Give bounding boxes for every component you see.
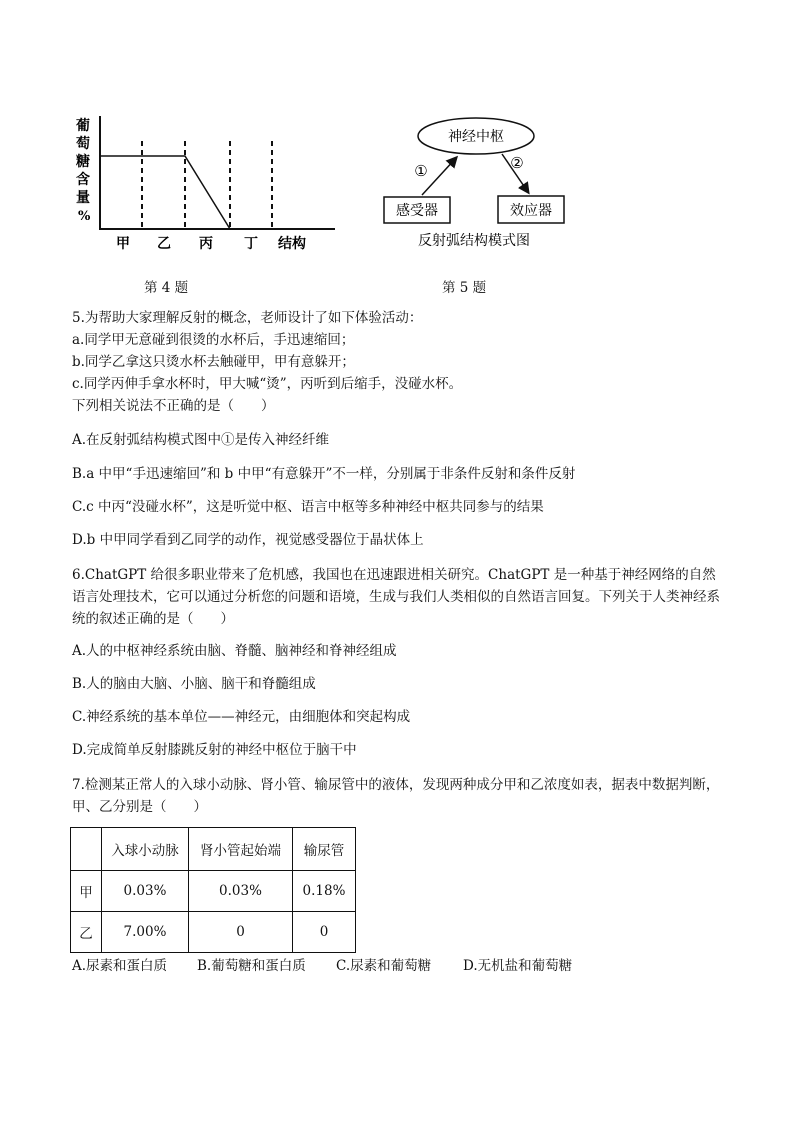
table-cell: 7.00% (102, 912, 189, 953)
q7-option-a: A.尿素和蛋白质 (72, 958, 168, 974)
table-cell: 0.03% (102, 871, 189, 912)
y-label-1: 葡 (76, 118, 90, 134)
center-node-label: 神经中枢 (448, 129, 504, 145)
table-header-corner (71, 828, 102, 871)
q7-option-c: C.尿素和葡萄糖 (336, 958, 432, 974)
right-node-label: 效应器 (510, 203, 552, 219)
table-header-row (71, 828, 356, 871)
table-cell: 0.18% (293, 871, 356, 912)
arrow2-label: ② (510, 154, 524, 172)
x-label-ding: 丁 (244, 236, 258, 252)
y-label-2: 萄 (76, 136, 90, 152)
left-node-label: 感受器 (396, 203, 438, 219)
table-header-afferent-arteriole: 入球小动脉 (102, 828, 189, 871)
q6-stem: 6.ChatGPT 给很多职业带来了危机感，我国也在迅速跟进相关研究。ChatGPT 是一种基于神经网络的自然语言处理技术，它可以通过分析您的问题和语境，生成与我们人类相似的自然语言回复。下列关于人类神经系统的叙述正确的是（ ） (72, 567, 720, 627)
q7-option-b: B.葡萄糖和蛋白质 (197, 958, 306, 974)
table-cell: 0 (189, 912, 293, 953)
q6-option-c: C.神经系统的基本单位——神经元，由细胞体和突起构成 (72, 709, 411, 725)
q5-activity-c: c.同学丙伸手拿水杯时，甲大喊“烫”，丙听到后缩手，没碰水杯。 (72, 376, 463, 392)
table-row-label: 甲 (71, 871, 102, 912)
q7-option-d: D.无机盐和葡萄糖 (463, 958, 573, 974)
figure-4-caption: 第 4 题 (144, 280, 189, 296)
y-label-4: 含 (76, 172, 90, 188)
x-label-jiegou: 结构 (278, 236, 306, 252)
arrow1-label: ① (414, 162, 428, 180)
q6-option-a: A.人的中枢神经系统由脑、脊髓、脑神经和脊神经组成 (72, 643, 397, 659)
x-label-yi: 乙 (157, 236, 171, 252)
q5-stem: 5.为帮助大家理解反射的概念，老师设计了如下体验活动： (72, 310, 423, 326)
figure-5-diagram (378, 112, 608, 257)
q7-stem: 7.检测某正常人的入球小动脉、肾小管、输尿管中的液体，发现两种成分甲和乙浓度如表，据表中数据判断，甲、乙分别是（ ） (72, 777, 720, 815)
table-cell: 0 (293, 912, 356, 953)
q5-option-b: B.a 中甲“手迅速缩回”和 b 中甲“有意躲开”不一样，分别属于非条件反射和条件反射 (72, 466, 576, 482)
glucose-curve (100, 156, 230, 229)
table-header-tubule-start: 肾小管起始端 (189, 828, 293, 871)
figure-5-caption: 第 5 题 (442, 280, 487, 296)
table-row (71, 871, 356, 912)
y-label-3: 糖 (76, 154, 90, 170)
q5-activity-b: b.同学乙拿这只烫水杯去触碰甲，甲有意躲开； (72, 354, 355, 370)
q5-activity-a: a.同学甲无意碰到很烫的水杯后，手迅速缩回； (72, 332, 355, 348)
q5-question: 下列相关说法不正确的是（ ） (72, 398, 275, 414)
q7-data-table (70, 827, 356, 953)
table-cell: 0.03% (189, 871, 293, 912)
q5-option-a: A.在反射弧结构模式图中①是传入神经纤维 (72, 432, 330, 448)
y-label-5: 量 (76, 190, 90, 206)
x-label-jia: 甲 (116, 236, 130, 252)
q5-option-d: D.b 中甲同学看到乙同学的动作，视觉感受器位于晶状体上 (72, 532, 424, 548)
diagram-title: 反射弧结构模式图 (418, 233, 530, 249)
q6-option-b: B.人的脑由大脑、小脑、脑干和脊髓组成 (72, 676, 316, 692)
x-label-bing: 丙 (199, 236, 213, 252)
figure-4-chart (70, 108, 340, 258)
table-row (71, 912, 356, 953)
q5-option-c: C.c 中丙“没碰水杯”，这是听觉中枢、语言中枢等多种神经中枢共同参与的结果 (72, 499, 544, 515)
table-row-label: 乙 (71, 912, 102, 953)
table-header-ureter: 输尿管 (293, 828, 356, 871)
y-label-6: % (78, 209, 91, 224)
q6-option-d: D.完成简单反射膝跳反射的神经中枢位于脑干中 (72, 742, 357, 758)
